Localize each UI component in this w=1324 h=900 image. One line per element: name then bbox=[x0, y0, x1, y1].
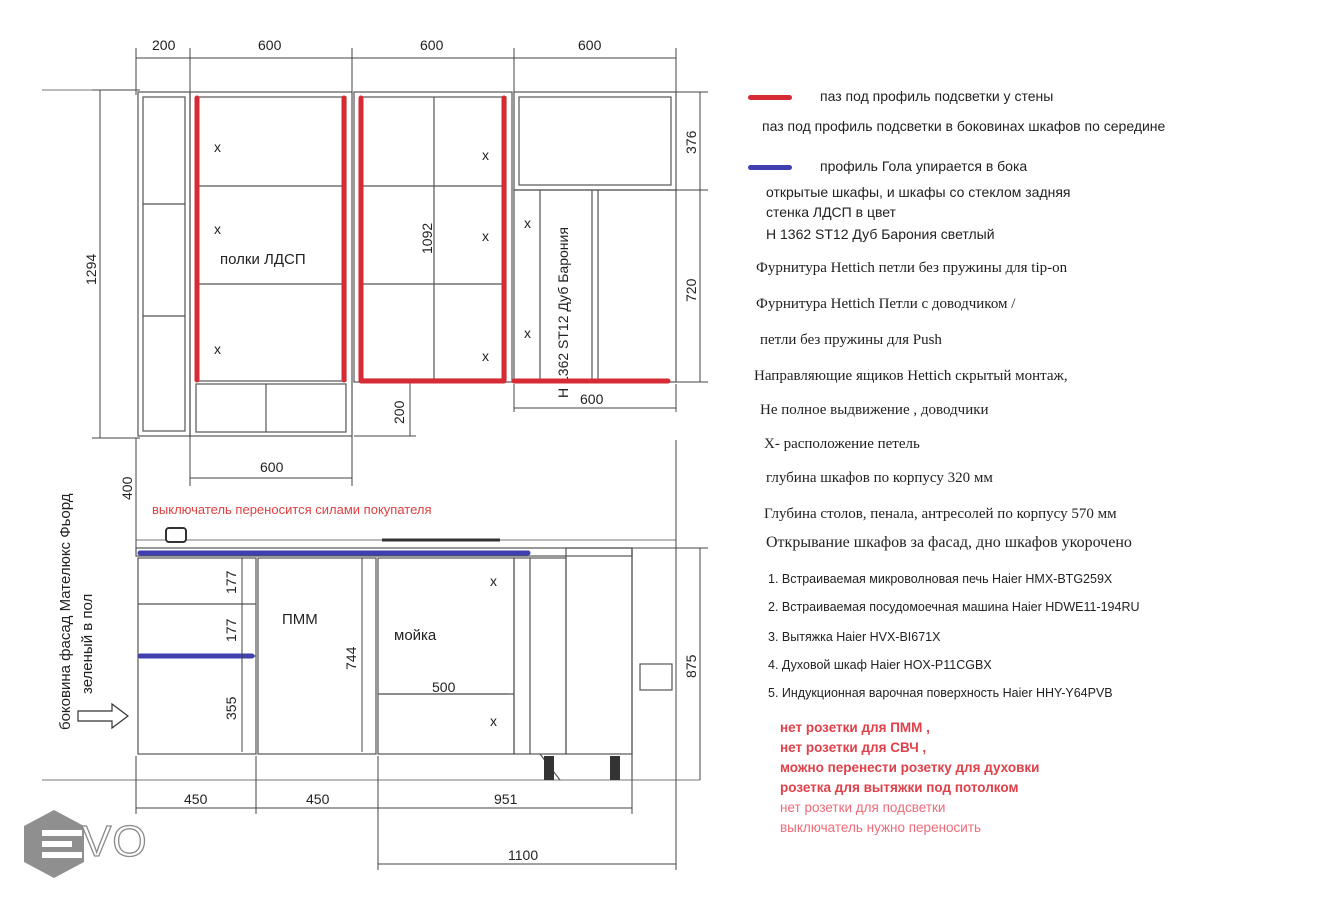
hexagon-logo-icon bbox=[20, 808, 90, 880]
open-cabinets-line-1: открытые шкафы, и шкафы со стеклом задняя bbox=[766, 184, 1071, 200]
warning-item: можно перенести розетку для духовки bbox=[780, 760, 1040, 775]
warning-item: нет розетки для ПММ , bbox=[780, 720, 930, 735]
dim-177-a: 177 bbox=[223, 570, 239, 594]
dim-450-b: 450 bbox=[306, 791, 330, 807]
dim-top-600-a: 600 bbox=[258, 37, 282, 53]
dim-top-600-c: 600 bbox=[578, 37, 602, 53]
appliance-item: 5. Индукционная варочная поверхность Haier HHY-Y64PVB bbox=[768, 686, 1113, 700]
dim-951: 951 bbox=[494, 791, 518, 807]
cabinet-legs bbox=[544, 756, 620, 780]
base-inner-dims bbox=[242, 558, 508, 752]
arrow-right-icon bbox=[78, 704, 128, 728]
appliance-item: 1. Встраиваемая микроволновая печь Haier HMX-BTG259X bbox=[768, 572, 1113, 586]
depth-wall-note: глубина шкафов по корпусу 320 мм bbox=[766, 470, 993, 486]
switch-note: выключатель переносится силами покупателя bbox=[152, 502, 432, 517]
shelves-label: полки ЛДСП bbox=[220, 251, 306, 268]
base-units bbox=[136, 548, 672, 780]
legend-red bbox=[748, 88, 1053, 104]
evo-logo bbox=[20, 808, 160, 880]
dim-left-1294: 1294 bbox=[83, 253, 99, 285]
legend-red-sub: паз под профиль подсветки в боковинах шкафов по середине bbox=[762, 118, 1166, 134]
red-line-swatch bbox=[748, 95, 792, 100]
reference-lines bbox=[42, 90, 700, 780]
vertical-panel-label: H 1362 ST12 Дуб Барония bbox=[555, 227, 571, 398]
warning-item: розетка для вытяжки под потолком bbox=[780, 780, 1019, 795]
appliance-item: 3. Вытяжка Haier HVX-BI671X bbox=[768, 630, 941, 644]
hinge-mark: x bbox=[482, 147, 489, 163]
dim-355: 355 bbox=[223, 696, 239, 720]
opening-note: Открывание шкафов за фасад, дно шкафов укорочено bbox=[766, 534, 1132, 551]
dim-600-right: 600 bbox=[580, 391, 604, 407]
legend-blue bbox=[748, 158, 1027, 174]
drawers-line-1: Направляющие ящиков Hettich скрытый монтаж, bbox=[754, 368, 1068, 384]
side-facade-label-2: зеленый в пол bbox=[79, 593, 96, 694]
hardware-line-2: Фурнитура Hettich Петли с доводчиком / bbox=[756, 296, 1016, 312]
hardware-line-1: Фурнитура Hettich петли без пружины для tip-on bbox=[756, 260, 1068, 276]
dim-left-400: 400 bbox=[119, 476, 135, 500]
hinges-note: X- расположение петель bbox=[764, 436, 920, 452]
sink-label: мойка bbox=[394, 627, 437, 644]
hinge-mark: x bbox=[490, 573, 497, 589]
open-cabinets-line-2: стенка ЛДСП в цвет bbox=[766, 204, 896, 220]
blue-line-swatch bbox=[748, 165, 792, 170]
hardware-line-3: петли без пружины для Push bbox=[760, 332, 942, 348]
dim-450-a: 450 bbox=[184, 791, 208, 807]
upper-right-cabinet bbox=[514, 92, 676, 190]
hinge-mark: x bbox=[490, 713, 497, 729]
open-shelf-unit bbox=[138, 92, 190, 436]
dim-720: 720 bbox=[683, 278, 699, 302]
dim-600-under: 600 bbox=[260, 459, 284, 475]
side-facade-label-1: боковина фасад Мателюкс Фьорд bbox=[57, 493, 74, 730]
drawers-line-2: Не полное выдвижение , доводчики bbox=[760, 402, 989, 418]
dim-376: 376 bbox=[683, 130, 699, 154]
hinge-mark: x bbox=[524, 325, 531, 341]
appliance-item: 4. Духовой шкаф Haier HOX-P11CGBX bbox=[768, 658, 992, 672]
top-dimension-line bbox=[136, 48, 676, 95]
hinge-mark: x bbox=[214, 221, 221, 237]
dim-744: 744 bbox=[343, 646, 359, 670]
dim-500: 500 bbox=[432, 679, 456, 695]
switch-icon bbox=[166, 528, 186, 542]
dim-1100: 1100 bbox=[508, 847, 539, 863]
dim-200-gap: 200 bbox=[391, 400, 407, 424]
warning-item: нет розетки для СВЧ , bbox=[780, 740, 927, 755]
dim-1092: 1092 bbox=[419, 222, 435, 254]
logo-text: VO bbox=[82, 817, 148, 866]
dim-875: 875 bbox=[683, 654, 699, 678]
dim-top-600-b: 600 bbox=[420, 37, 444, 53]
depth-base-note: Глубина столов, пенала, антресолей по корпусу 570 мм bbox=[764, 506, 1117, 522]
hinge-mark: x bbox=[524, 215, 531, 231]
open-cabinets-line-3: H 1362 ST12 Дуб Барония светлый bbox=[766, 226, 995, 242]
right-wall-cabinet bbox=[514, 190, 676, 382]
dim-177-b: 177 bbox=[223, 618, 239, 642]
legend-blue-text: профиль Гола упирается в бока bbox=[820, 158, 1028, 174]
hinge-mark: x bbox=[482, 228, 489, 244]
dim-top-200: 200 bbox=[152, 37, 176, 53]
hinge-mark: x bbox=[214, 341, 221, 357]
legend-red-text: паз под профиль подсветки у стены bbox=[820, 88, 1054, 104]
warning-item-light: выключатель нужно переносить bbox=[780, 820, 982, 835]
hinge-mark: x bbox=[482, 348, 489, 364]
appliance-item: 2. Встраиваемая посудомоечная машина Haier HDWE11-194RU bbox=[768, 600, 1140, 614]
warning-item-light: нет розетки для подсветки bbox=[780, 800, 946, 815]
pmm-label: ПММ bbox=[282, 611, 318, 628]
hinge-mark: x bbox=[214, 139, 221, 155]
